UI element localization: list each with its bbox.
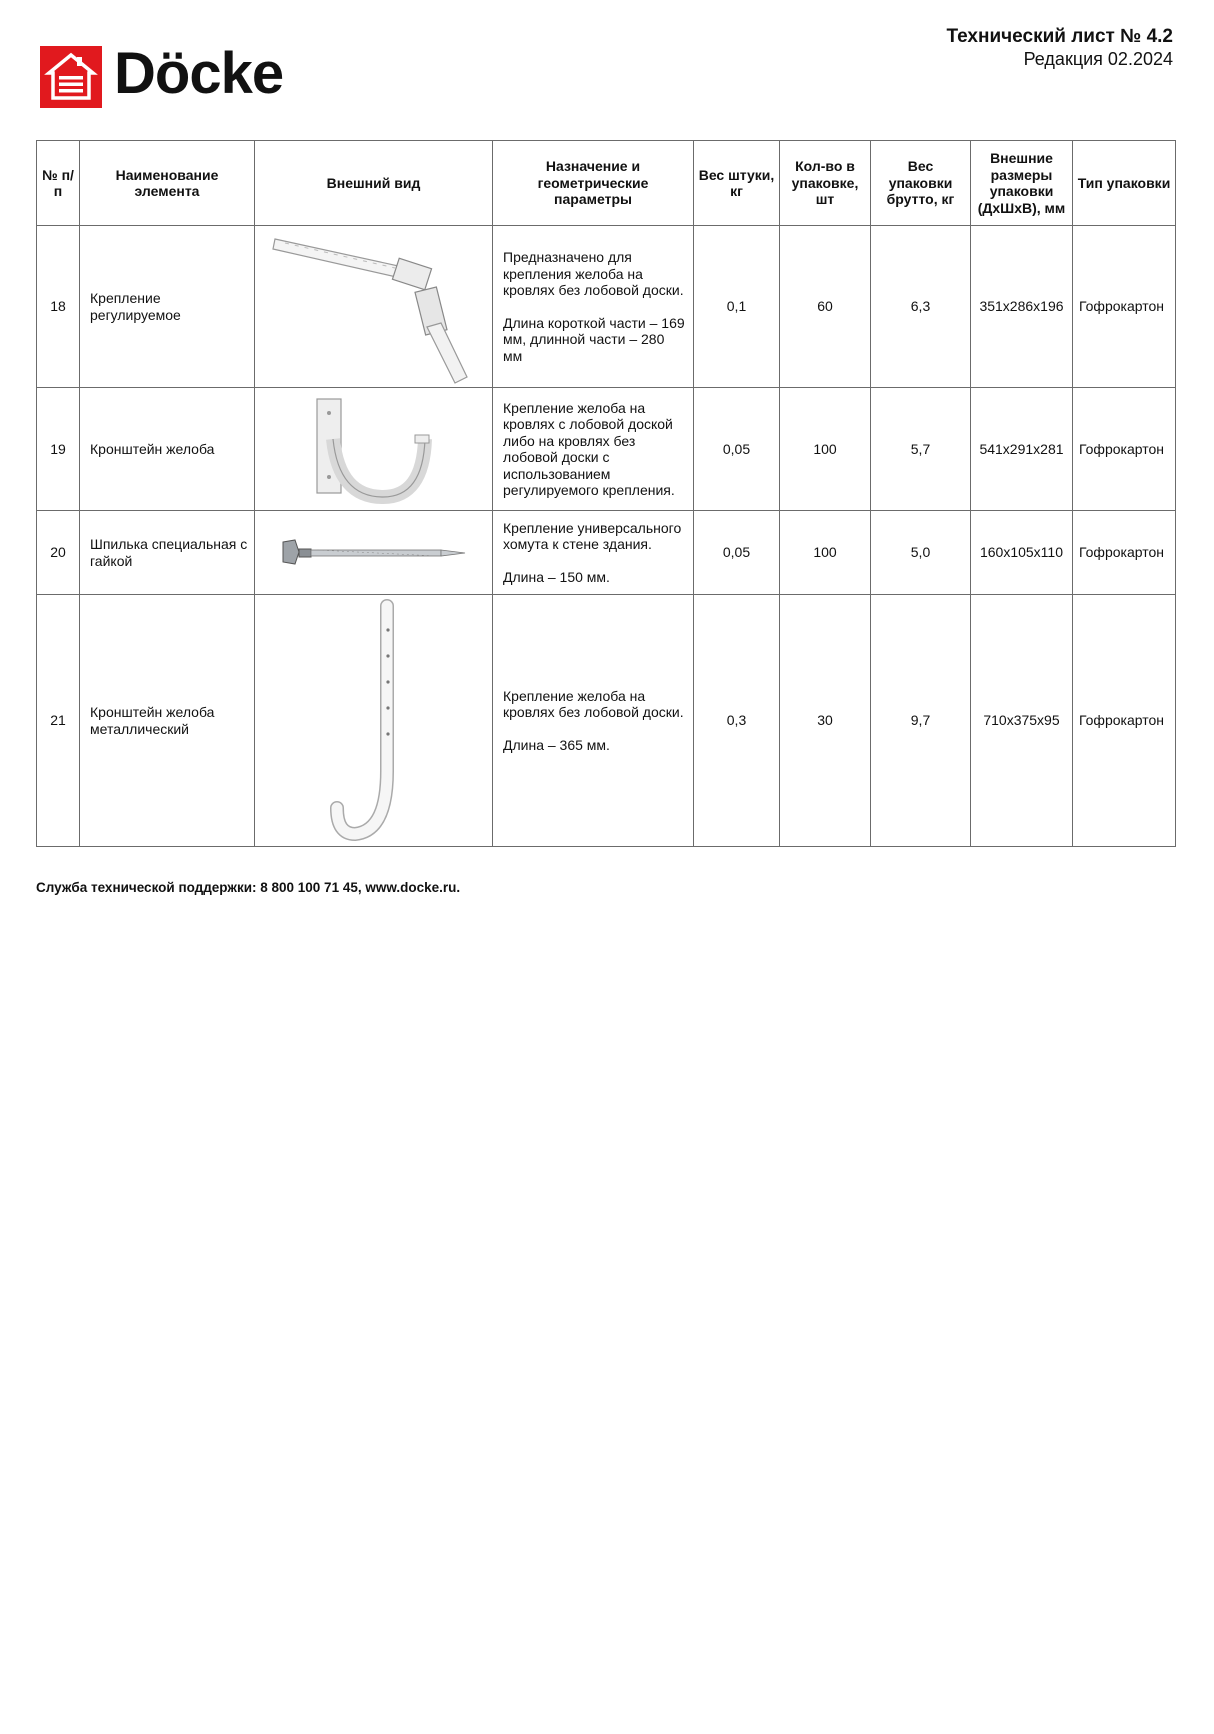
cell-pack-type: Гофрокартон: [1073, 595, 1176, 847]
specification-table: [36, 140, 1176, 847]
cell-description: [493, 388, 694, 511]
cell-qty: 100: [780, 511, 871, 595]
cell-dims: 541x291x281: [971, 388, 1073, 511]
description-line: Длина – 150 мм.: [503, 568, 610, 585]
description-line: Длина короткой части – 169 мм, длинной части – 280 мм: [503, 314, 685, 364]
description-line: Предназначено для крепления желоба на кровлях без лобовой доски.: [503, 249, 684, 298]
brand-name: Döcke: [114, 41, 284, 106]
metal-hook-bracket-icon: [255, 596, 493, 846]
header-num: № п/п: [37, 141, 80, 226]
cell-pack-type: Гофрокартон: [1073, 388, 1176, 511]
cell-gross: 6,3: [871, 226, 971, 388]
description-line: Длина – 365 мм.: [503, 736, 610, 753]
cell-name: Крепление регулируемое: [80, 226, 255, 388]
brand-logo: [40, 41, 310, 116]
cell-image: [255, 226, 493, 388]
cell-unit-weight: 0,05: [694, 511, 780, 595]
gutter-bracket-icon: [255, 389, 493, 510]
support-footer: Служба технической поддержки: 8 800 100 71 45, www.docke.ru.: [36, 880, 461, 895]
cell-image: [255, 595, 493, 847]
cell-pack-type: Гофрокартон: [1073, 226, 1176, 388]
threaded-stud-icon: [255, 512, 493, 594]
header-unit-weight: Вес штуки, кг: [694, 141, 780, 226]
header-purpose: Назначение и геометрические параметры: [493, 141, 694, 226]
cell-name: Кронштейн желоба металлический: [80, 595, 255, 847]
cell-description: [493, 511, 694, 595]
cell-image: [255, 388, 493, 511]
cell-qty: 100: [780, 388, 871, 511]
cell-dims: 351x286x196: [971, 226, 1073, 388]
description-line: Крепление желоба на кровлях с лобовой доской либо на кровлях без лобовой доски с использованием регулируемого крепления.: [503, 399, 675, 498]
adjustable-bracket-icon: [255, 227, 493, 387]
cell-unit-weight: 0,3: [694, 595, 780, 847]
description-line: Крепление желоба на кровлях без лобовой доски.: [503, 687, 684, 721]
cell-gross: 5,7: [871, 388, 971, 511]
cell-pack-type: Гофрокартон: [1073, 511, 1176, 595]
header-gross: Вес упаковки брутто, кг: [871, 141, 971, 226]
cell-name: Шпилька специальная с гайкой: [80, 511, 255, 595]
cell-num: 20: [37, 511, 80, 595]
header-view: Внешний вид: [255, 141, 493, 226]
cell-description: [493, 226, 694, 388]
document-title: Технический лист № 4.2: [946, 26, 1173, 47]
document-header: [946, 26, 1173, 70]
cell-description: [493, 595, 694, 847]
document-revision: Редакция 02.2024: [1023, 49, 1173, 69]
cell-unit-weight: 0,05: [694, 388, 780, 511]
cell-dims: 710x375x95: [971, 595, 1073, 847]
table-row: [37, 595, 1176, 847]
description-line: Крепление универсального хомута к стене здания.: [503, 519, 682, 553]
header-name: Наименование элемента: [80, 141, 255, 226]
header-pack-type: Тип упаковки: [1073, 141, 1176, 226]
cell-unit-weight: 0,1: [694, 226, 780, 388]
table-row: [37, 226, 1176, 388]
header-dims: Внешние размеры упаковки (ДхШхВ), мм: [971, 141, 1073, 226]
cell-num: 21: [37, 595, 80, 847]
cell-qty: 30: [780, 595, 871, 847]
header-qty: Кол-во в упаковке, шт: [780, 141, 871, 226]
cell-qty: 60: [780, 226, 871, 388]
cell-image: [255, 511, 493, 595]
table-header-row: [37, 141, 1176, 226]
cell-dims: 160x105x110: [971, 511, 1073, 595]
table-row: [37, 511, 1176, 595]
cell-gross: 5,0: [871, 511, 971, 595]
cell-num: 19: [37, 388, 80, 511]
cell-name: Кронштейн желоба: [80, 388, 255, 511]
table-row: [37, 388, 1176, 511]
cell-gross: 9,7: [871, 595, 971, 847]
cell-num: 18: [37, 226, 80, 388]
house-logo-icon: [40, 46, 102, 108]
